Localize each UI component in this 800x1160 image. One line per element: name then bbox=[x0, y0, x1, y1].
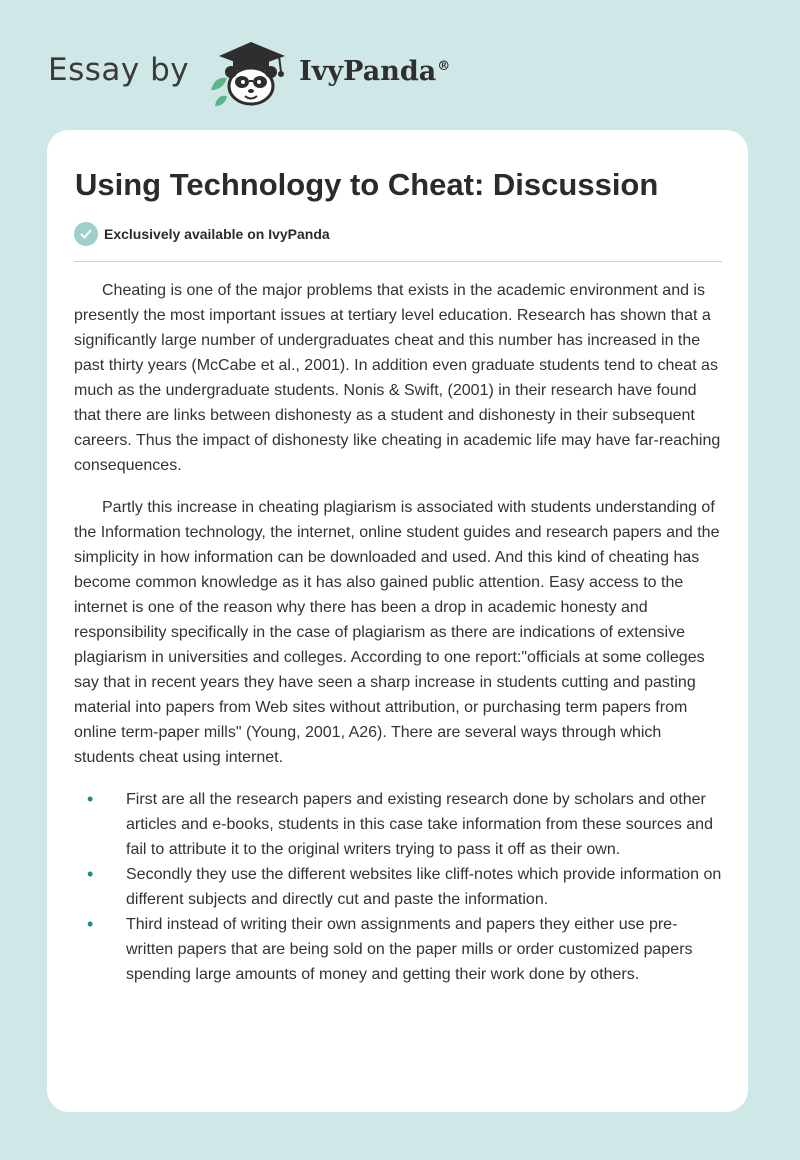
exclusive-badge-label: Exclusively available on IvyPanda bbox=[104, 226, 330, 242]
bullet-list bbox=[74, 787, 724, 987]
paragraph: Partly this increase in cheating plagiarism is associated with students understanding of the Information technology, the internet, online student guides and research papers and the simplicity in how information can be downloaded and used. And this kind of cheating has become common knowledge as it has also gained public attention. Easy access to the internet is one of the reason why there has been a drop in academic honesty and responsibility specifically in the case of plagiarism as there are indications of extensive plagiarism in universities and colleges. According to one report:"officials at some colleges say that in recent years they have seen a sharp increase in students cutting and pasting material into papers from Web sites without attribution, or purchasing term papers from online term-paper mills" (Young, 2001, A26). There are several ways through which students cheat using internet. bbox=[74, 499, 720, 766]
essay-by-label: Essay by bbox=[48, 52, 190, 88]
list-item bbox=[74, 787, 724, 862]
site-header bbox=[48, 36, 450, 108]
bullet-icon: • bbox=[87, 864, 94, 884]
essay-body bbox=[74, 278, 724, 987]
bullet-icon: • bbox=[87, 789, 94, 809]
divider bbox=[74, 261, 722, 262]
list-item-text: Secondly they use the different websites like cliff-notes which provide information on different subjects and directly cut and paste the information. bbox=[126, 866, 722, 908]
list-item bbox=[74, 912, 724, 987]
list-item-text: Third instead of writing their own assignments and papers they either use pre-written papers that are being sold on the paper mills or order customized papers spending large amounts of money and getting their work done by others. bbox=[126, 916, 693, 983]
essay-card bbox=[47, 130, 748, 1112]
registered-mark: ® bbox=[437, 58, 451, 74]
bullet-icon: • bbox=[87, 914, 94, 934]
exclusive-badge bbox=[74, 222, 330, 246]
paragraph: Cheating is one of the major problems that exists in the academic environment and is presently the most important issues at tertiary level education. Research has shown that a significantly large number of undergraduates cheat and this number has increased in the past thirty years (McCabe et al., 2001). In addition even graduate students tend to cheat as much as the undergraduate students. Nonis & Swift, (2001) in their research have found that there are links between dishonesty as a student and dishonesty in their subsequent careers. Thus the impact of dishonesty like cheating in academic life may have far-reaching consequences. bbox=[74, 282, 721, 474]
check-circle-icon bbox=[74, 222, 98, 246]
panda-logo-icon[interactable] bbox=[205, 36, 297, 108]
brand-name[interactable]: IvyPanda® bbox=[299, 55, 451, 87]
list-item bbox=[74, 862, 724, 912]
page-title: Using Technology to Cheat: Discussion bbox=[75, 167, 659, 202]
list-item-text: First are all the research papers and existing research done by scholars and other articles and e-books, students in this case take information from these sources and fail to attribute it to the original writers trying to pass it off as their own. bbox=[126, 791, 713, 858]
